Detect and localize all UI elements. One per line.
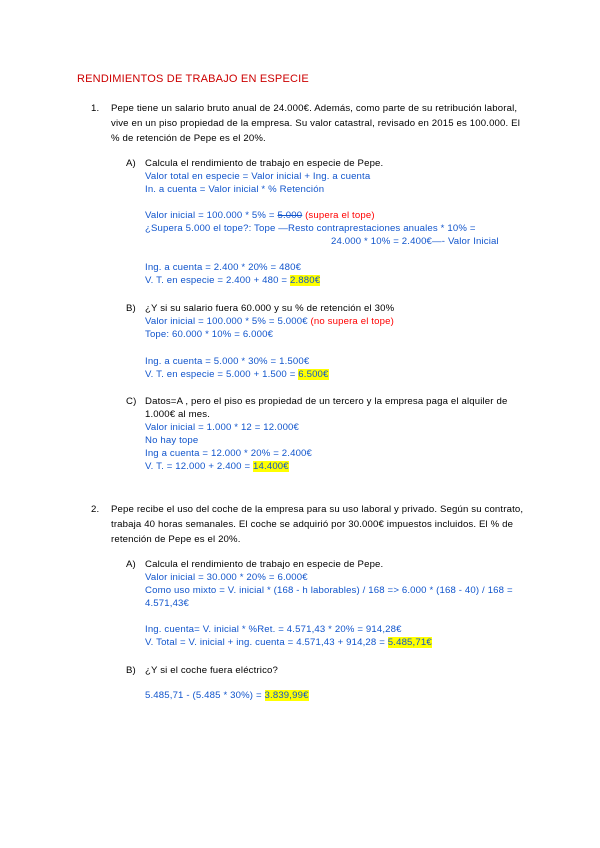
q2a-valor-inicial: Valor inicial = 30.000 * 20% = 6.000€ [145, 572, 308, 583]
q1-line-1: Pepe tiene un salario bruto anual de 24.000€. Además, como parte de su retribución laboral, [111, 103, 518, 114]
q2b-result-highlight: 3.839,99€ [264, 690, 309, 701]
q1a-tope-calc: 24.000 * 10% = 2.400€—- Valor Inicial [331, 236, 499, 247]
q2-number: 2. [91, 504, 100, 515]
q2a-label: A) [126, 559, 136, 570]
q1c-question-2: 1.000€ al mes. [145, 409, 211, 420]
q2a-result-highlight: 5.485,71€ [387, 637, 432, 648]
q1c-valor-inicial: Valor inicial = 1.000 * 12 = 12.000€ [145, 422, 300, 433]
q2a-v-total-text: V. Total = V. inicial + ing. cuenta = 4.571,43 + 914,28 = [145, 637, 388, 648]
q2b-label: B) [126, 665, 136, 676]
q1a-vt-text: V. T. en especie = 2.400 + 480 = [145, 275, 290, 286]
q1-line-3: % de retención de Pepe es el 20%. [111, 133, 266, 144]
q1a-result-highlight: 2.880€ [289, 275, 321, 286]
q1b-label: B) [126, 303, 136, 314]
q1a-tope-question: ¿Supera 5.000 el tope?: Tope —Resto contraprestaciones anuales * 10% = [145, 223, 476, 234]
q1b-vt-text: V. T. en especie = 5.000 + 1.500 = [145, 369, 299, 380]
q1b-result-highlight: 6.500€ [298, 369, 329, 380]
q2-line-1: Pepe recibe el uso del coche de la empresa para su uso laboral y privado. Según su contrato, [111, 504, 524, 515]
q2-line-3: retención de Pepe es el 20%. [111, 534, 241, 545]
q2a-uso-mixto-result: 4.571,43€ [145, 598, 190, 609]
q1a-vt-especie [145, 275, 320, 287]
q1c-label: C) [126, 396, 137, 407]
q2a-uso-mixto: Como uso mixto = V. inicial * (168 - h laborables) / 168 => 6.000 * (168 - 40) / 168 = [145, 585, 513, 596]
q2b-question: ¿Y si el coche fuera eléctrico? [145, 665, 278, 676]
q1c-no-tope: No hay tope [145, 435, 199, 446]
q1a-label: A) [126, 158, 136, 169]
q1c-question-1: Datos=A , pero el piso es propiedad de un tercero y la empresa paga el alquiler de [145, 396, 508, 407]
q2b-calc [145, 690, 309, 702]
q1a-struck-value: 5.000 [277, 210, 303, 221]
q1b-not-exceeds-note: (no supera el tope) [310, 316, 394, 327]
q1a-question: Calcula el rendimiento de trabajo en especie de Pepe. [145, 158, 384, 169]
q1a-ing-cuenta: Ing. a cuenta = 2.400 * 20% = 480€ [145, 262, 302, 273]
q1a-valor-text: Valor inicial = 100.000 * 5% = [145, 210, 278, 221]
document-title: RENDIMIENTOS DE TRABAJO EN ESPECIE [77, 73, 309, 85]
q1c-result-highlight: 14.400€ [253, 461, 289, 472]
q1a-exceeds-note: (supera el tope) [302, 210, 375, 221]
q1a-valor-inicial [145, 210, 375, 222]
q1-line-2: vive en un piso propiedad de la empresa. Su valor catastral, revisado en 2015 es 100.000. El [111, 118, 520, 129]
q1a-formula-2: In. a cuenta = Valor inicial * % Retención [145, 184, 325, 195]
q2b-calc-text: 5.485,71 - (5.485 * 30%) = [145, 690, 265, 701]
q1c-vt-text: V. T. = 12.000 + 2.400 = [145, 461, 254, 472]
q2a-v-total [145, 637, 432, 649]
q1b-question: ¿Y si su salario fuera 60.000 y su % de retención el 30% [145, 303, 395, 314]
q1b-valor-text: Valor inicial = 100.000 * 5% = 5.000€ [145, 316, 311, 327]
q1b-tope: Tope: 60.000 * 10% = 6.000€ [145, 329, 274, 340]
q1c-ing-cuenta: Ing a cuenta = 12.000 * 20% = 2.400€ [145, 448, 313, 459]
q1a-formula-1: Valor total en especie = Valor inicial + Ing. a cuenta [145, 171, 371, 182]
q1-number: 1. [91, 103, 100, 114]
q2a-ing-cuenta: Ing. cuenta= V. inicial * %Ret. = 4.571,43 * 20% = 914,28€ [145, 624, 402, 635]
q1b-ing-cuenta: Ing. a cuenta = 5.000 * 30% = 1.500€ [145, 356, 310, 367]
q2a-question: Calcula el rendimiento de trabajo en especie de Pepe. [145, 559, 384, 570]
q1b-valor-inicial [145, 316, 394, 328]
q2-line-2: trabaja 40 horas semanales. El coche se adquirió por 30.000€ impuestos incluidos. El % de [111, 519, 514, 530]
q1b-vt-especie [145, 369, 329, 381]
q1c-vt [145, 461, 289, 473]
